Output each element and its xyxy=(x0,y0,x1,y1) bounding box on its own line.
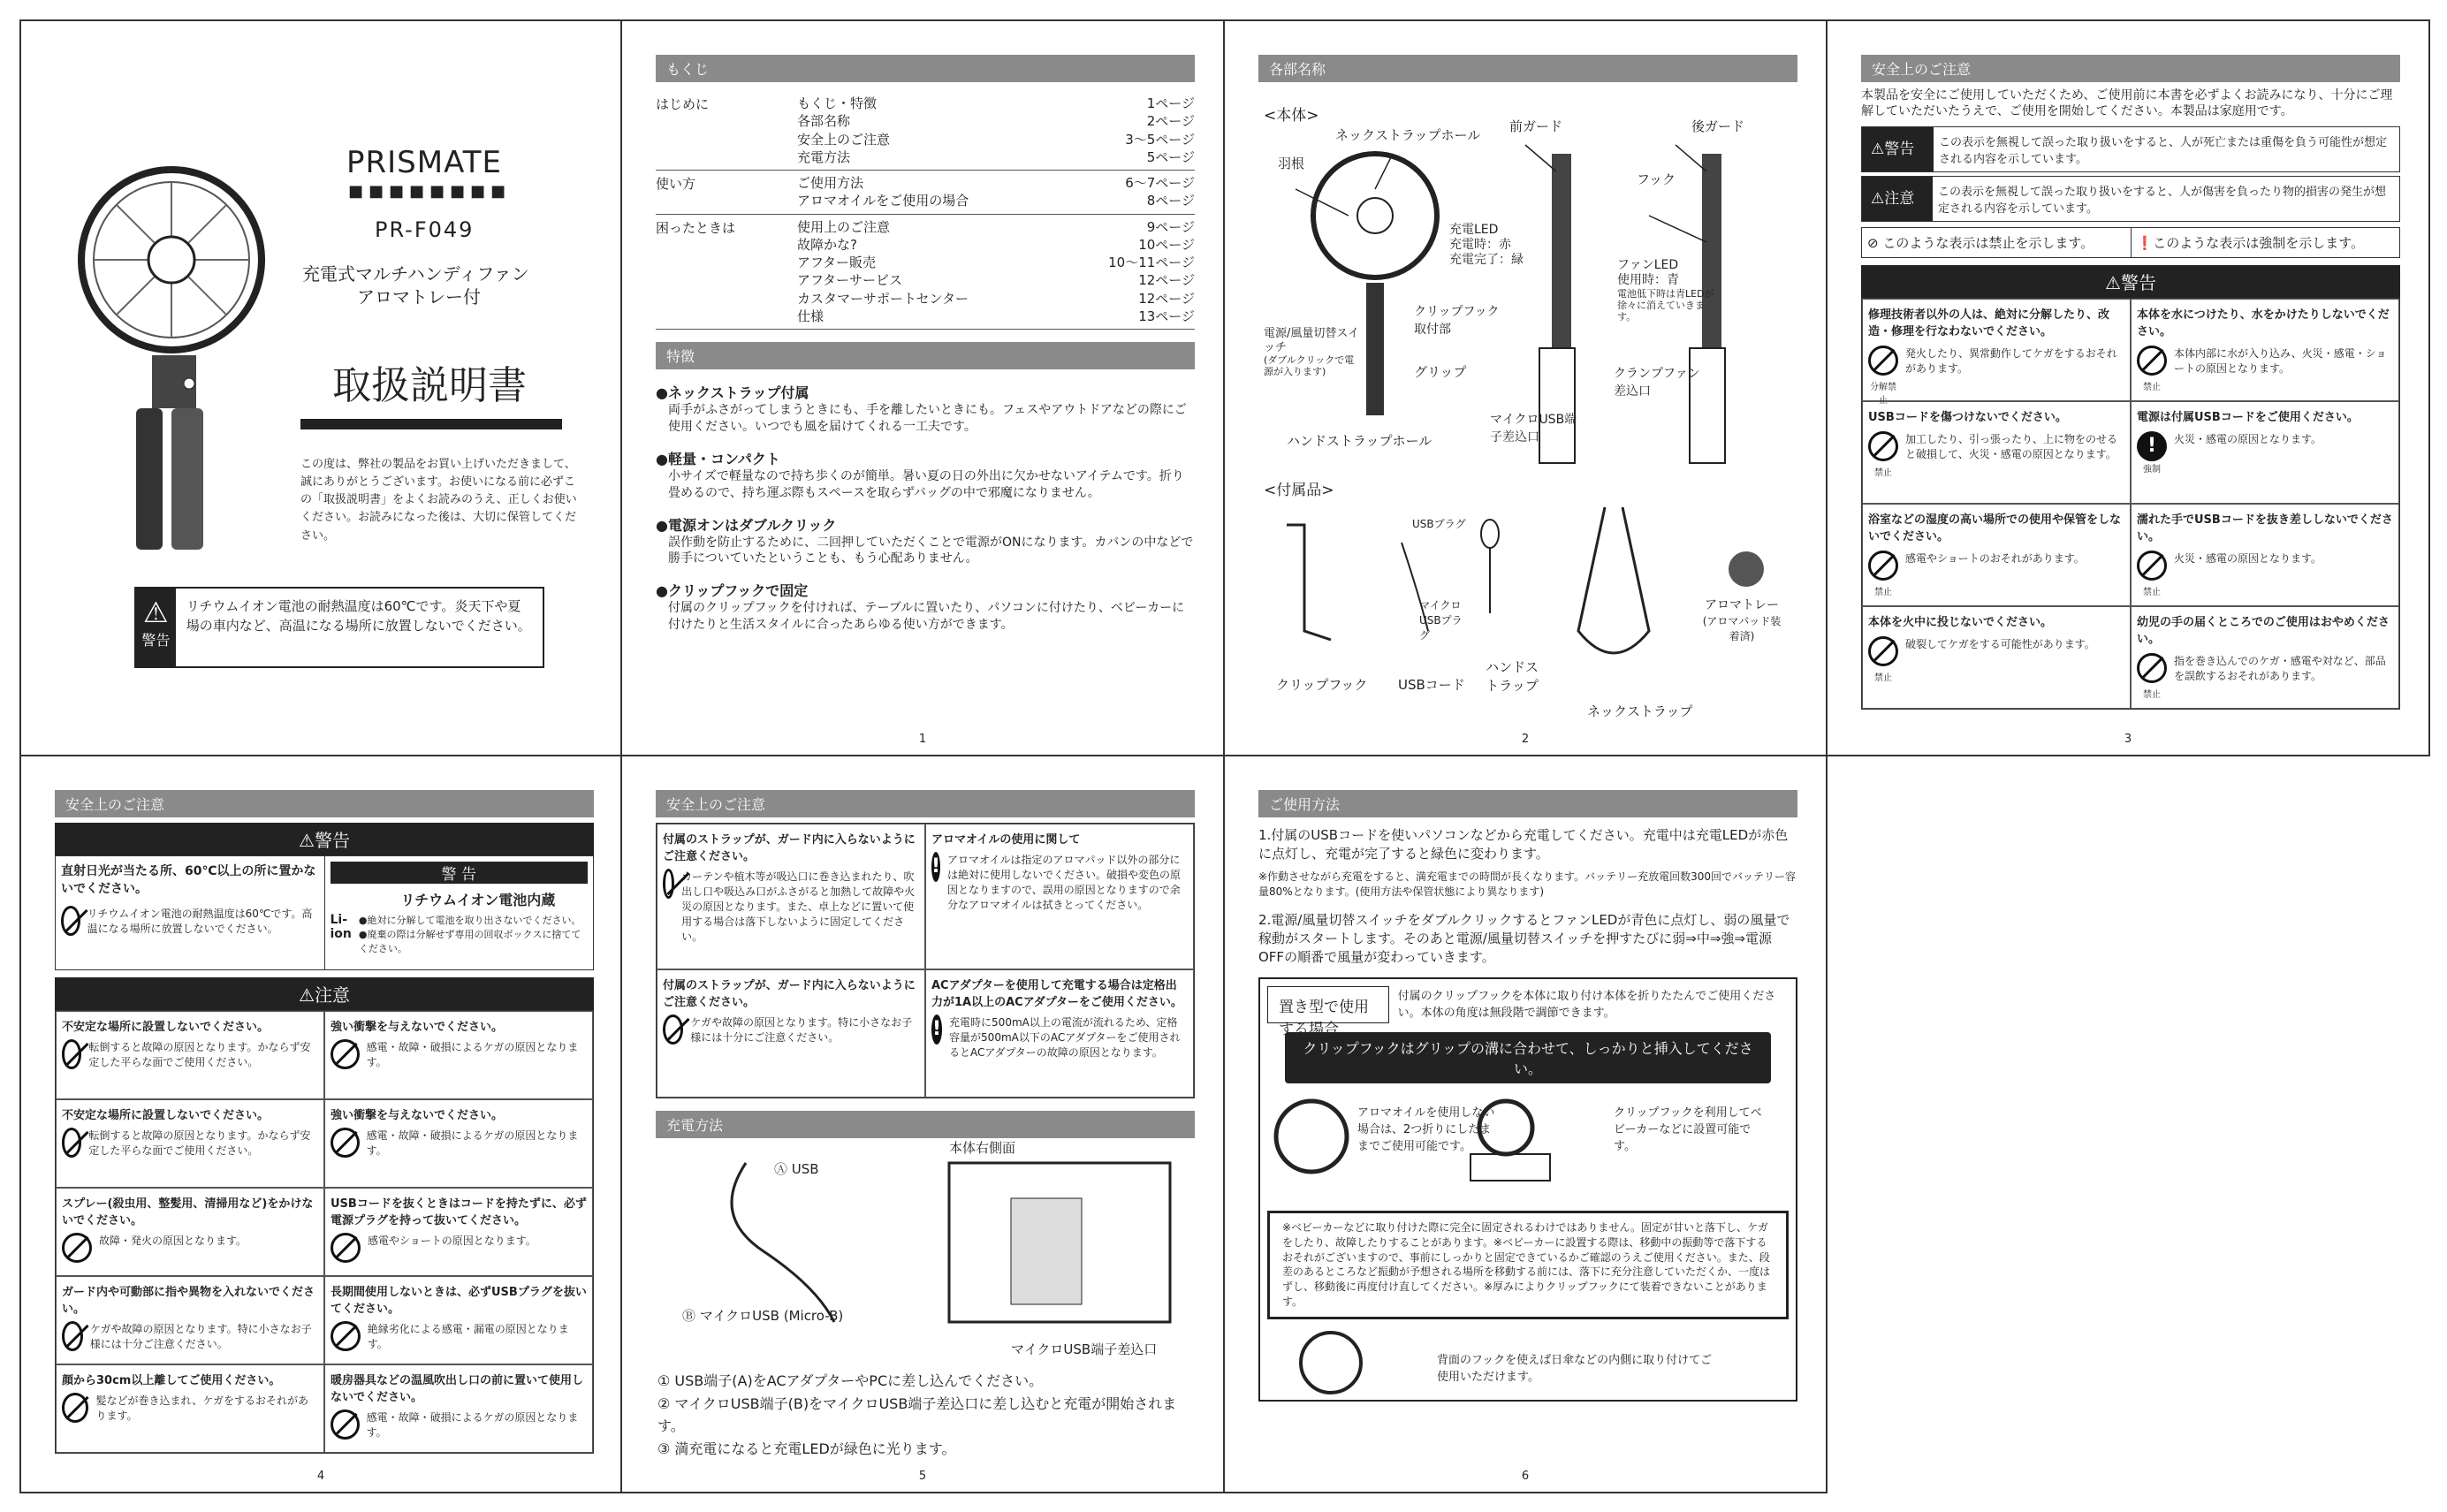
warning-banner: ⚠警告 xyxy=(55,823,594,855)
force-icon: ❗ xyxy=(2136,235,2154,252)
title-rule xyxy=(300,419,562,429)
port-label: マイクロUSB端子差込口 xyxy=(1011,1341,1158,1357)
cover-warning-box: ⚠ 警告 リチウムイオン電池の耐熱温度は60℃です。炎天下や夏場の車内など、高温になる場所に放置しないでください。 xyxy=(134,587,544,668)
safety-row: ガード内や可動部に指や異物を入れないでください。 ケガや故障の原因となります。特に小さなお子様には十分ご注意ください。 長期間使用しないときは、必ずUSBプラグを抜いてください。 絶縁劣化による感電・漏電の原因となります。 xyxy=(56,1276,593,1364)
acc-neck-strap: ネックストラップ xyxy=(1587,703,1693,719)
safety-cell: 修理技術者以外の人は、絶対に分解したり、改造・修理を行なわないでください。 分解禁止 発火したり、異常動作してケガをするおそれがあります。 xyxy=(1862,299,2131,401)
liion-icon: Li-ion xyxy=(330,913,352,941)
safety-cell: 電源は付属USBコードをご使用ください。 ! 強制 火災・感電の原因となります。 xyxy=(2131,401,2399,504)
page-number: 5 xyxy=(918,1470,927,1483)
prohibit-icon xyxy=(2137,346,2167,376)
product-name: 充電式マルチハンディファン xyxy=(302,263,529,285)
safety-cell: 本体を火中に投じないでください。 禁止 破裂してケガをする可能性があります。 xyxy=(1862,606,2131,709)
body-label: <本体> xyxy=(1264,107,1319,125)
safety5-head: 安全上のご注意 xyxy=(656,790,1195,817)
safety4-grid xyxy=(55,1010,594,1454)
box-label: 置き型で使用する場合 xyxy=(1267,986,1389,1023)
charge-steps xyxy=(657,1370,1188,1460)
force-icon: ! xyxy=(2137,431,2167,461)
feature-desc: 誤作動を防止するために、二回押していただくことで電源がONになります。カバンの中などで勝手についていたということも、もう心配ありません。 xyxy=(668,535,1194,566)
greeting-text: この度は、弊社の製品をお買い上げいただきまして、誠にありがとうございます。お使いになる前に必ずこの「取扱説明書」をよくお読みのうえ、正しくお使いください。お読みになった後は、大切に保管してください。 xyxy=(300,458,577,543)
label-fan-led: ファンLED 使用時：青 電池低下時は青LEDが徐々に消えていきます。 xyxy=(1617,258,1714,323)
toc-group: 困ったときは 使用上のご注意 9ページ 故障かな? 10ページ アフター販売 10〜11ページ アフターサービス 12ページ カスタマーサポートセンター 12ページ 仕様 13ページ xyxy=(656,215,1195,331)
page-number: 6 xyxy=(1521,1470,1530,1483)
prohibit-icon xyxy=(331,1233,361,1263)
safety3-grid xyxy=(1861,298,2400,710)
feature-title: ●軽量・コンパクト xyxy=(656,450,780,467)
prohibit-icon xyxy=(1868,431,1898,461)
label-clamp-port: クランプファン差込口 xyxy=(1614,367,1700,399)
caution-definition: ⚠注意 この表示を無視して誤った取り扱いをすると、人が傷害を負ったり物的損害の発生が想定される内容を示しています。 xyxy=(1861,176,2400,222)
brand-logo: PRISMATE xyxy=(346,145,502,180)
acc-micro-usb-plug: マイクロUSBプラグ xyxy=(1419,599,1463,642)
toc-group: はじめに もくじ・特徴 1ページ 各部名称 2ページ 安全上のご注意 3〜5ページ 充電方法 5ページ xyxy=(656,91,1195,171)
usage-box xyxy=(1258,977,1797,1402)
aroma-text: アロマオイルを使用しない場合は、2つ折りにしたままでご使用可能です。 xyxy=(1357,1106,1495,1153)
box-desc: 付属のクリップフックを本体に取り付け本体を折りたたんでご使用ください。本体の角度は無段階で調節できます。 xyxy=(1397,990,1776,1020)
usage-head: ご使用方法 xyxy=(1258,790,1797,817)
usage-notes: ※ベビーカーなどに取り付けた際に完全に固定されるわけではありません。固定が甘いと落下し、ケガをしたり、故障したりすることがあります。※ベビーカーに設置する際は、移動中の振動等で落下するおそれがございますので、事前にしっかりと固定できているかご確認のうえご使用ください。また、段差のあるところなど振動が予想される場所を移動する前には、落下に充分注意していただくか、一度はずし、移動後に再度付け直してください。※厚みによりクリップフックにて装着できないことがあります。 xyxy=(1267,1211,1789,1319)
toc-page xyxy=(622,19,1225,756)
acc-usb-cord: USBコード xyxy=(1398,677,1465,693)
prohibit-icon xyxy=(61,906,80,936)
safety3-intro: 本製品を安全にご使用していただくため、ご使用前に本書を必ずよくお読みになり、十分にご理解していただいたうえで、ご使用を開始してください。本製品は家庭用です。 xyxy=(1861,88,2393,119)
label-clip-mount: クリップフック取付部 xyxy=(1414,305,1500,337)
caution-banner: ⚠注意 xyxy=(55,977,594,1010)
charge-step: ③ 満充電になると充電LEDが緑色に光ります。 xyxy=(657,1440,956,1457)
safety-row: 顔から30cm以上離してご使用ください。 髪などが巻き込まれ、ケガをするおそれがあります。 暖房器具などの温風吹出し口の前に置いて使用しないでください。 感電・故障・破損によるケガの原因となります。 xyxy=(56,1364,593,1453)
toc-item: もくじ・特徴 1ページ xyxy=(797,95,1195,111)
page-number: 2 xyxy=(1521,733,1530,746)
feature-title: ●ネックストラップ付属 xyxy=(656,384,809,401)
prohibit-icon xyxy=(2137,653,2167,683)
fan-illustration xyxy=(74,127,277,560)
accessories-label: <付属品> xyxy=(1264,482,1334,499)
usage-step-1: 1.付属のUSBコードを使いパソコンなどから充電してください。充電中は充電LEDが赤色に点灯し、充電が完了すると緑色に変わります。 xyxy=(1258,827,1789,862)
accessories-drawing xyxy=(1260,498,1799,675)
prohibit-icon: ⊘ xyxy=(1867,235,1879,252)
label-hook: フック xyxy=(1637,171,1676,187)
warning-icon: ⚠ xyxy=(2105,272,2121,294)
prohibit-icon xyxy=(62,1393,88,1423)
toc-item: 使用上のご注意 9ページ xyxy=(797,218,1195,235)
page-number: 1 xyxy=(918,733,927,746)
page-number: 4 xyxy=(316,1470,325,1483)
safety-page-4: 安全上のご注意 ⚠警告 直射日光が当たる所、60℃以上の所に置かないでください。 リチウムイオン電池の耐熱温度は60℃です。高温になる場所に放置しないでください。 警 告 リチウムイオン電池内蔵 Li-ion ●絶対に分解して電池を取り出さないでください。●廃棄の際は分解せず専用の回収ボックスに捨ててください。 ⚠注意 不安定な場所に設置しないでください。 転倒すると故障の原因となります。かならず安定した平らな面でご使用ください。 強い衝撃を与えないでください。 感電・故障・破損によるケガの原因となります。 不安定な場所に設置しないでください。 転倒すると故障の原因となります。かならず安定した平らな面でご使用ください。 強い衝撃を与えないでください。 感電・故障・破損によるケガの原因となります。 スプレー(殺虫用、整髪用、清掃用など)をかけないでください。 故障・発火の原因となります。 USBコードを抜くときはコードを持たずに、必ず電源プラグを持って抜いてください。 感電やショートの原因となります。 ガード内や可動部に指や異物を入れないでください。 ケガや故障の原因となります。特に小さなお子様には十分ご注意ください。 長期間使用しないときは、必ずUSBプラグを抜いてください。 絶縁劣化による感電・漏電の原因となります。 顔から30cm以上離してご使用ください。 髪などが巻き込まれ、ケガをするおそれがあります。 暖房器具などの温風吹出し口の前に置いて使用しないでください。 感電・故障・破損によるケガの原因となります。 4 xyxy=(19,756,622,1493)
toc-list xyxy=(656,91,1195,330)
label-charge-led: 充電LED 充電時：赤 充電完了：緑 xyxy=(1449,223,1524,267)
model-number: PR-F049 xyxy=(375,217,475,242)
features-head: 特徴 xyxy=(656,342,1195,369)
safety4-head: 安全上のご注意 xyxy=(55,790,594,817)
prohibit-icon xyxy=(331,1039,360,1069)
warn-definition: ⚠警告 この表示を無視して誤った取り扱いをすると、人が死亡または重傷を負う可能性が想定される内容を示しています。 xyxy=(1861,126,2400,172)
prohibit-icon xyxy=(2137,551,2167,581)
product-name-2: アロマトレー付 xyxy=(357,286,481,308)
usage-step-2: 2.電源/風量切替スイッチをダブルクリックするとファンLEDが青色に点灯し、弱の風量で稼動がスタートします。そのあと電源/風量切替スイッチを押すたびに弱⇒中⇒強⇒電源OFFの順番で風量が変わっていきます。 xyxy=(1258,912,1790,965)
side-label: 本体右側面 xyxy=(949,1140,1016,1156)
toc-item: カスタマーサポートセンター 12ページ xyxy=(797,290,1195,307)
label-blade: 羽根 xyxy=(1278,156,1305,171)
usage-step-1-note: ※作動させながら充電をすると、満充電までの時間が長くなります。バッテリー充放電回数300回でバッテリー容量80%となります。(使用方法や保管状態により異なります) xyxy=(1258,870,1797,898)
safety3-head: 安全上のご注意 xyxy=(1861,55,2400,82)
feature-desc: 両手がふさがってしまうときにも、手を離したいときにも。フェスやアウトドアなどの際にご使用ください。いつでも風を届けてくれる一工夫です。 xyxy=(668,403,1187,434)
toc-item: アロマオイルをご使用の場合 8ページ xyxy=(797,193,1195,209)
usb-label: Ⓐ USB xyxy=(774,1161,819,1177)
safety-page-5: 安全上のご注意 付属のストラップが、ガード内に入らないようにご注意ください。 カーテンや植木等が吸込口に巻き込まれたり、吹出し口や吸込み口がふさがると加熱して故障や火災の原因となります。また、卓上などに置いて使用する場合は落下しないように固定してください。 アロマオイルの使用に関して ! アロマオイルは指定のアロマパッド以外の部分には絶対に使用しないでください。破損や変色の原因となりますので、誤用の原因となりますので余分なアロマオイルは拭きとってください。 付属のストラップが、ガード内に入らないようにご注意ください。 ケガや故障の原因となります。特に小さなお子様には十分にご注意ください。 ACアダプターを使用して充電する場合は定格出力が1A以上のACアダプターをご使用ください。 ! 充電時に500mA以上の電流が流れるため、定格容量が500mA以下のACアダプターをご使用されるとACアダプターの故障の原因となります。 充電方法 Ⓐ USB Ⓑ マイクロUSB (Micro-B) 本体右側面 マイクロUSB端子差込口 ① USB端子(A)をACアダプターやPCに差し込んでください。 ② マイクロUSB端子(B)をマイクロUSB端子差込口に差し込むと充電が開始されます。 ③ 満充電になると充電LEDが緑色に光ります。 5 xyxy=(622,756,1225,1493)
safety-cell: USBコードを傷つけないでください。 禁止 加工したり、引っ張ったり、上に物をのせると破損して、火災・感電の原因となります。 xyxy=(1862,401,2131,504)
toc-item: 充電方法 5ページ xyxy=(797,148,1195,165)
feature-desc: 付属のクリップフックを付ければ、テーブルに置いたり、パソコンに付けたり、ベビーカーに付けたりと生活スタイルに合ったあらゆる使い方ができます。 xyxy=(668,601,1185,633)
prohibit-icon xyxy=(62,1233,92,1263)
safety-cell: 浴室などの湿度の高い場所での使用や保管をしないでください。 禁止 感電やショートのおそれがあります。 xyxy=(1862,504,2131,606)
safety-cell: 本体を水につけたり、水をかけたりしないでください。 禁止 本体内部に水が入り込み、火災・感電・ショートの原因となります。 xyxy=(2131,299,2399,401)
force-icon: ! xyxy=(931,1014,942,1045)
prohibit-icon xyxy=(331,1321,361,1351)
cover-page xyxy=(19,19,622,756)
usage-page xyxy=(1225,756,1828,1493)
prohibit-icon xyxy=(1868,551,1898,581)
safety-cell: 幼児の手の届くところでのご使用はおやめください。 禁止 指を巻き込んでのケガ・感電や対など、部品を誤飲するおそれがあります。 xyxy=(2131,606,2399,709)
prohibit-icon xyxy=(62,1321,83,1351)
charge-head: 充電方法 xyxy=(656,1111,1195,1138)
prohibit-icon xyxy=(1868,346,1898,376)
features-list xyxy=(656,382,1195,634)
umbrella-illustration xyxy=(1278,1327,1384,1398)
toc-item: 各部名称 2ページ xyxy=(797,113,1195,130)
safety-page-3 xyxy=(1828,19,2430,756)
symbol-legend: ⊘ このような表示は禁止を示します。 ❗このような表示は強制を示します。 xyxy=(1861,227,2400,258)
force-icon: ! xyxy=(931,852,940,882)
clip-banner: クリップフックはグリップの溝に合わせて、しっかりと挿入してください。 xyxy=(1285,1032,1771,1083)
clip-text: クリップフックを利用してベビーカーなどに設置可能です。 xyxy=(1614,1106,1762,1153)
micro-usb-label: Ⓑ マイクロUSB (Micro-B) xyxy=(682,1308,844,1324)
document-title: 取扱説明書 xyxy=(332,363,527,408)
safety-row: スプレー(殺虫用、整髪用、清掃用など)をかけないでください。 故障・発火の原因となります。 USBコードを抜くときはコードを持たずに、必ず電源プラグを持って抜いてください。 感電やショートの原因となります。 xyxy=(56,1188,593,1276)
toc-item: 故障かな? 10ページ xyxy=(797,236,1195,253)
acc-aroma-tray: アロマトレー (アロマパッド装着済) xyxy=(1702,598,1782,642)
label-neckstrap-hole: ネックストラップホール xyxy=(1335,127,1481,143)
toc-item: ご使用方法 6〜7ページ xyxy=(797,175,1195,191)
charge-step: ① USB端子(A)をACアダプターやPCに差し込んでください。 xyxy=(657,1372,1044,1389)
caution-icon: ⚠ xyxy=(1871,190,1885,209)
prohibit-icon xyxy=(663,869,674,899)
warning-icon: ⚠ xyxy=(1871,141,1885,159)
brand-squares: ■■■■■■■■ xyxy=(348,182,512,201)
label-grip: グリップ xyxy=(1414,364,1467,380)
charge-step: ② マイクロUSB端子(B)をマイクロUSB端子差込口に差し込むと充電が開始されます。 xyxy=(657,1394,1177,1435)
toc-item: 安全上のご注意 3〜5ページ xyxy=(797,131,1195,148)
hook-text: 背面のフックを使えば日傘などの内側に取り付けてご使用いただけます。 xyxy=(1437,1354,1713,1384)
toc-item: アフター販売 10〜11ページ xyxy=(797,255,1195,270)
toc-item: 仕様 13ページ xyxy=(797,308,1195,324)
page-number: 3 xyxy=(2124,733,2132,746)
prohibit-icon xyxy=(62,1039,81,1069)
warning-icon: ⚠ xyxy=(143,596,169,629)
label-handstrap-hole: ハンドストラップホール xyxy=(1287,433,1432,449)
safety-row: 不安定な場所に設置しないでください。 転倒すると故障の原因となります。かならず安定した平らな面でご使用ください。 強い衝撃を与えないでください。 感電・故障・破損によるケガの原因となります。 xyxy=(56,1011,593,1099)
label-rear-guard: 後ガード xyxy=(1691,118,1745,134)
toc-group: 使い方 ご使用方法 6〜7ページ アロマオイルをご使用の場合 8ページ xyxy=(656,171,1195,215)
parts-head: 各部名称 xyxy=(1258,55,1797,82)
acc-clip-hook: クリップフック xyxy=(1276,677,1368,693)
acc-usb-plug: USBプラグ xyxy=(1412,518,1466,530)
safety-cell: 濡れた手でUSBコードを抜き差ししないでください。 禁止 火災・感電の原因となります。 xyxy=(2131,504,2399,606)
prohibit-icon xyxy=(62,1128,81,1158)
cover-warning-text: リチウムイオン電池の耐熱温度は60℃です。炎天下や夏場の車内など、高温になる場所に放置しないでください。 xyxy=(186,598,531,634)
feature-title: ●電源オンはダブルクリック xyxy=(656,516,837,534)
warning-banner: ⚠警告 xyxy=(1861,265,2400,298)
toc-head: もくじ xyxy=(656,55,1195,82)
label-power-switch: 電源/風量切替スイッチ (ダブルクリックで電源が入ります) xyxy=(1264,327,1360,378)
label-micro-usb-port: マイクロUSB端子差込口 xyxy=(1490,413,1577,444)
acc-hand-strap: ハンドストラップ xyxy=(1486,659,1539,694)
prohibit-icon xyxy=(663,1014,683,1045)
safety-row: 不安定な場所に設置しないでください。 転倒すると故障の原因となります。かならず安定した平らな面でご使用ください。 強い衝撃を与えないでください。 感電・故障・破損によるケガの原因となります。 xyxy=(56,1099,593,1188)
prohibit-icon xyxy=(331,1128,360,1158)
parts-page xyxy=(1225,19,1828,756)
prohibit-icon xyxy=(1868,636,1898,666)
toc-item: アフターサービス 12ページ xyxy=(797,272,1195,289)
feature-title: ●クリップフックで固定 xyxy=(656,582,809,600)
label-front-guard: 前ガード xyxy=(1509,118,1563,134)
prohibit-icon xyxy=(331,1409,360,1440)
feature-desc: 小サイズで軽量なので持ち歩くのが簡単。暑い夏の日の外出に欠かせないアイテムです。折り畳めるので、持ち運ぶ際もスペースを取らずバッグの中で邪魔になりません。 xyxy=(668,468,1184,500)
